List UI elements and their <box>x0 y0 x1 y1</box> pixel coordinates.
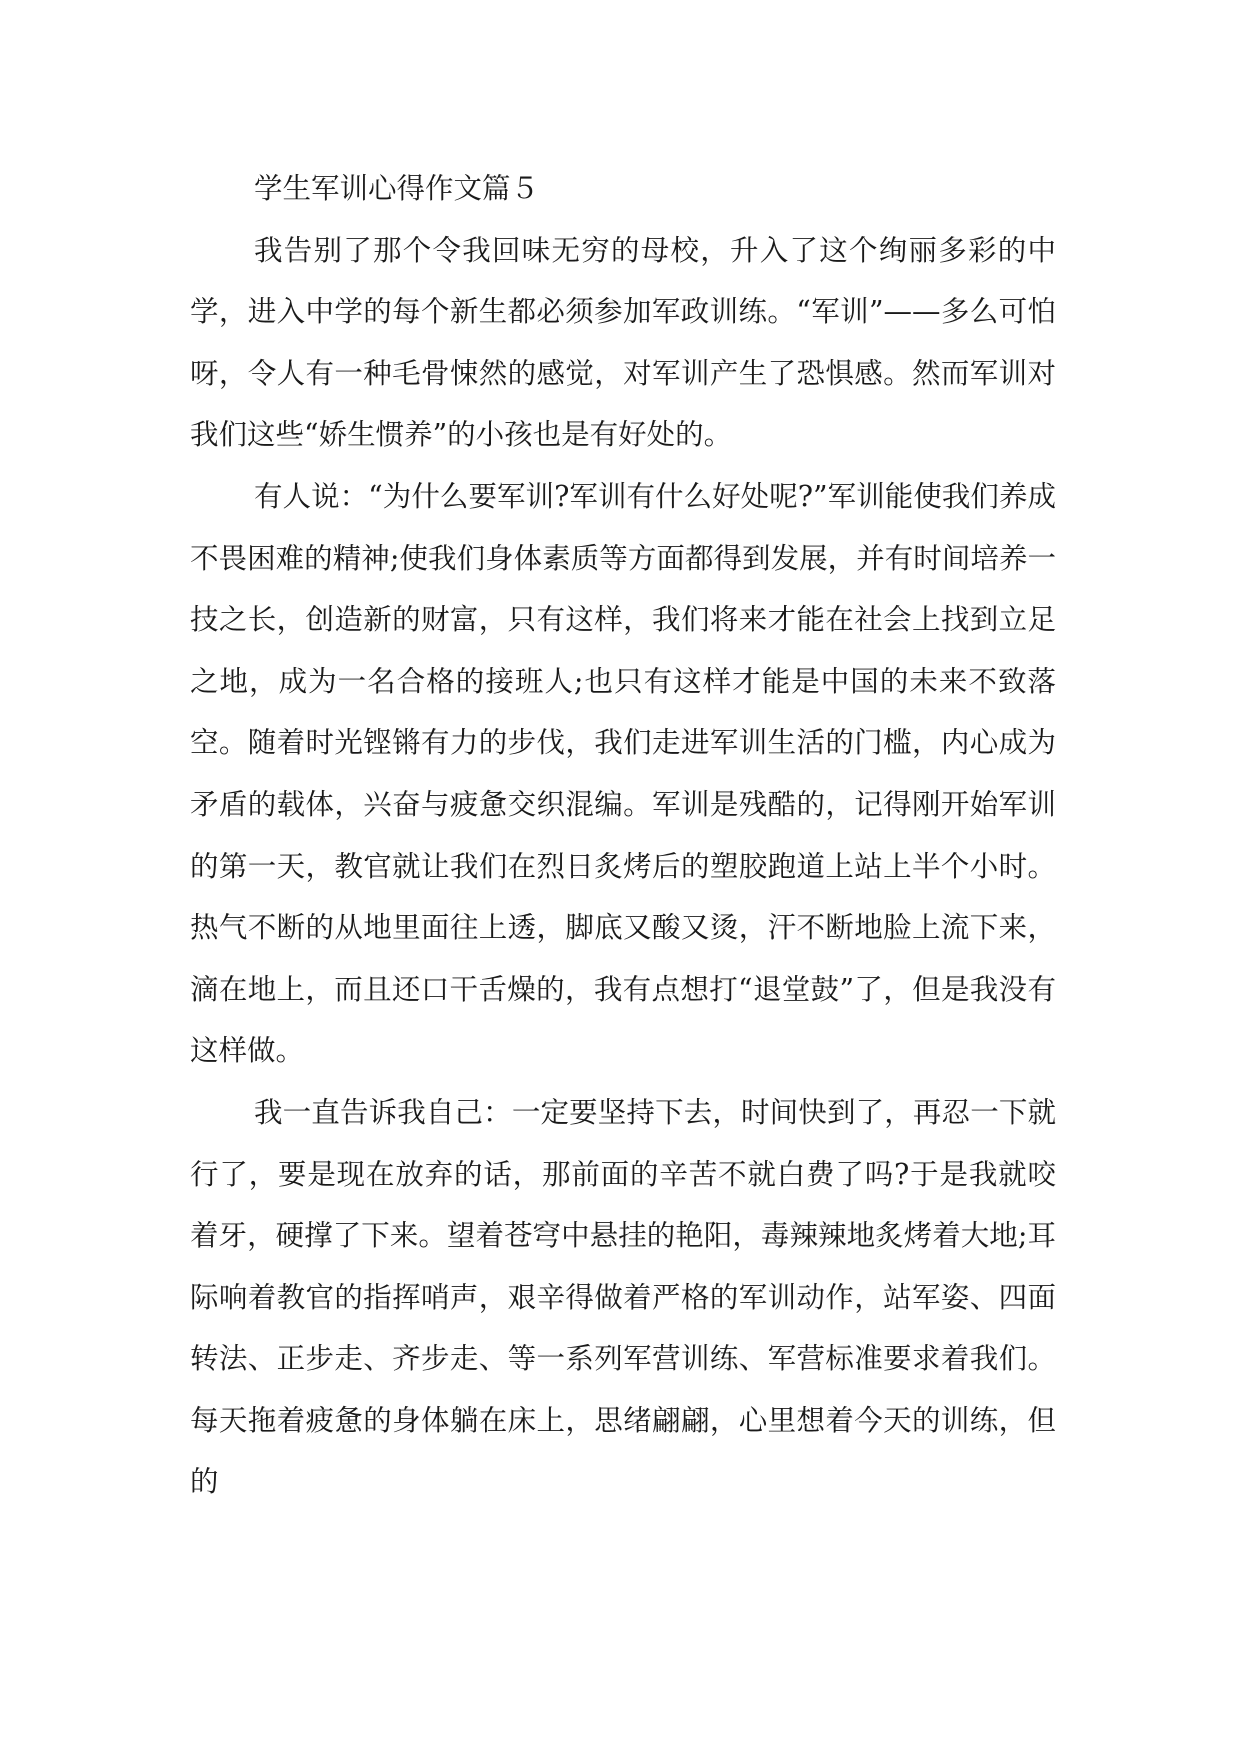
paragraph-1: 我告别了那个令我回味无穷的母校，升入了这个绚丽多彩的中学，进入中学的每个新生都必须参加军政训练。“军训”——多么可怕呀，令人有一种毛骨悚然的感觉，对军训产生了恐惧感。然而军训对我们这些“娇生惯养”的小孩也是有好处的。 <box>190 233 1056 452</box>
document-body <box>190 158 1056 1513</box>
paragraph-2: 有人说：“为什么要军训?军训有什么好处呢?”军训能使我们养成不畏困难的精神;使我们身体素质等方面都得到发展，并有时间培养一技之长，创造新的财富，只有这样，我们将来才能在社会上找到立足之地，成为一名合格的接班人;也只有这样才能是中国的未来不致落空。随着时光铿锵有力的步伐，我们走进军训生活的门槛，内心成为矛盾的载体，兴奋与疲惫交织混编。军训是残酷的，记得刚开始军训的第一天，教官就让我们在烈日炙烤后的塑胶跑道上站上半个小时。热气不断的从地里面往上透，脚底又酸又烫，汗不断地脸上流下来，滴在地上，而且还口干舌燥的，我有点想打“退堂鼓”了，但是我没有这样做。 <box>190 479 1056 1068</box>
paragraph-3: 我一直告诉我自己：一定要坚持下去，时间快到了，再忍一下就行了，要是现在放弃的话，那前面的辛苦不就白费了吗?于是我就咬着牙，硬撑了下来。望着苍穹中悬挂的艳阳，毒辣辣地炙烤着大地;耳际响着教官的指挥哨声，艰辛得做着严格的军训动作，站军姿、四面转法、正步走、齐步走、等一系列军营训练、军营标准要求着我们。每天拖着疲惫的身体躺在床上，思绪翩翩，心里想着今天的训练，但的 <box>190 1095 1056 1499</box>
document-title: 学生军训心得作文篇５ <box>254 172 540 205</box>
